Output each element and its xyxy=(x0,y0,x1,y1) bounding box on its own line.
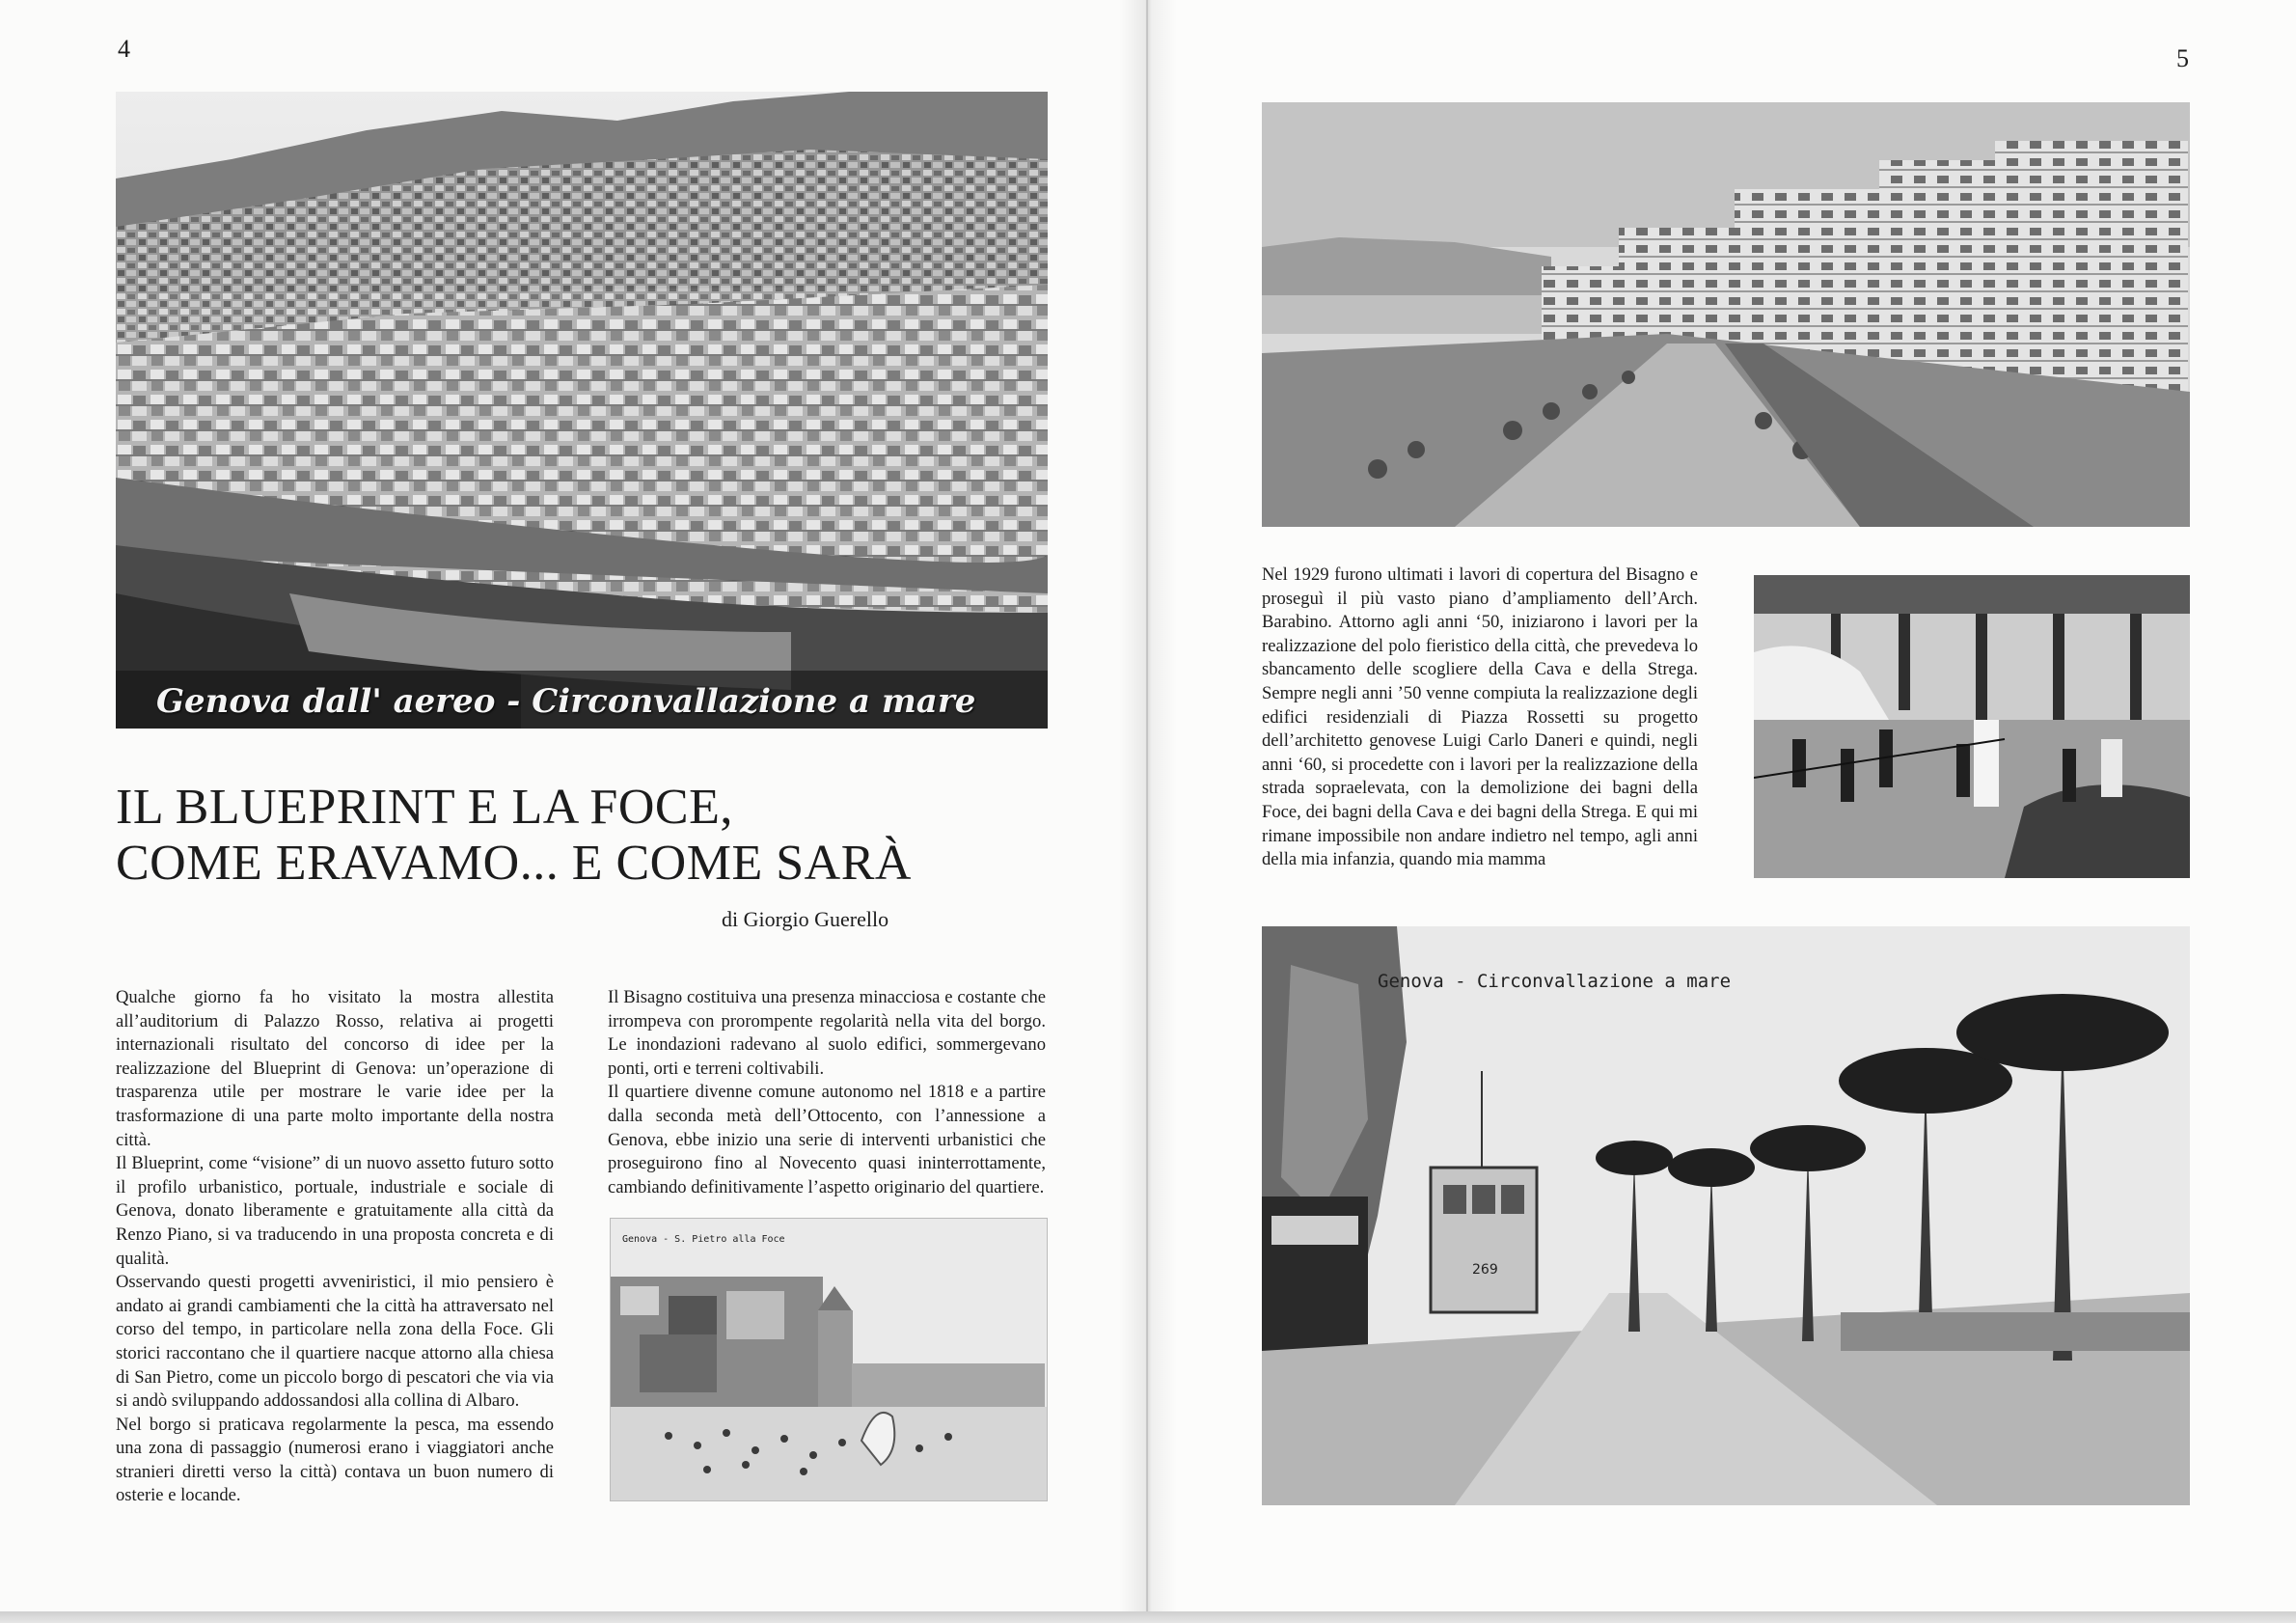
right-column xyxy=(1262,564,1698,872)
page-number-left: 4 xyxy=(118,35,130,63)
paragraph: Il quartiere divenne comune autonomo nel 1818 e a partire dalla seconda metà dell’Ottocento, con l’annessione a Genova, ebbe inizio una serie di interventi urbanistici che proseguirono fino al Novecento quasi ininterrottamente, cambiando definitivamente l’aspetto originario del quartiere. xyxy=(608,1082,1046,1197)
page-bottom-edge xyxy=(0,1611,2296,1623)
paragraph: Il Blueprint, come “visione” di un nuovo assetto futuro sotto il profilo urbanistico, portuale, industriale e sociale di Genova, donato liberamente e gratuitamente alla città da Renzo Piano, si va traducendo in una proposta concreta e di qualità. xyxy=(116,1153,554,1269)
paragraph: Il Bisagno costituiva una presenza minacciosa e costante che irrompeva con prorompente regolarità nella vita del borgo. Le inondazioni radevano al suolo edifici, sommergevano ponti, orti e terreni coltivabili. xyxy=(608,987,1046,1079)
buildings-photo xyxy=(1262,102,2190,527)
paragraph: Osservando questi progetti avveniristici, il mio pensiero è andato ai grandi cambiamenti che la città ha attraversato nel corso del tempo, in particolare nella zona della Foce. Gli storici raccontano che il quartiere nacque attorno alla chiesa di San Pietro, come un piccolo borgo di pescatori che via via si andò sviluppando addossandosi alla collina di Albaro. xyxy=(116,1272,554,1412)
tram-number: 269 xyxy=(1472,1262,1498,1278)
article-title-line-2: COME ERAVAMO... E COME SARÀ xyxy=(116,836,912,891)
article-title xyxy=(116,780,912,892)
tram-photo-graphic xyxy=(1262,926,2190,1505)
tram-photo-caption: Genova - Circonvallazione a mare xyxy=(1378,971,1732,992)
beach-photo-caption: Genova - S. Pietro alla Foce xyxy=(622,1234,785,1245)
beach-photo-graphic xyxy=(611,1219,1047,1500)
tram-photo xyxy=(1262,926,2190,1505)
aerial-photo xyxy=(116,92,1048,729)
left-column-1 xyxy=(116,986,554,1508)
byline: di Giorgio Guerello xyxy=(722,907,889,931)
left-page xyxy=(0,0,1146,1611)
paragraph: Nel borgo si praticava regolarmente la pesca, ma essendo una zona di passaggio (numerosi erano i viaggiatori anche stranieri diretti verso la città) contava un buon numero di osterie e locande. xyxy=(116,1414,554,1506)
buildings-photo-graphic xyxy=(1262,102,2190,527)
right-page xyxy=(1148,0,2296,1611)
aerial-photo-caption: Genova dall' aereo - Circonvallazione a mare xyxy=(156,682,976,721)
bathing-photo xyxy=(1754,575,2190,878)
aerial-photo-graphic xyxy=(116,92,1048,729)
left-column-2 xyxy=(608,986,1046,1199)
page-number-right: 5 xyxy=(2176,44,2189,72)
paragraph: Qualche giorno fa ho visitato la mostra allestita all’auditorium di Palazzo Rosso, relativa ai progetti internazionali risultato del concorso di idee per la realizzazione del Blueprint di Genova: un’operazione di trasparenza utile per mostrare le varie idee per la trasformazione di una parte molto importante della nostra città. xyxy=(116,987,554,1150)
article-title-line-1: IL BLUEPRINT E LA FOCE, xyxy=(116,780,733,835)
paragraph: Nel 1929 furono ultimati i lavori di copertura del Bisagno e proseguì il più vasto piano d’ampliamento dell’Arch. Barabino. Attorno agli anni ‘50, iniziarono i lavori per la realizzazione del polo fieristico della città, che prevedeva lo sbancamento delle scogliere della Cava e della Strega. Sempre negli anni ’50 venne compiuta la realizzazione degli edifici residenziali di Piazza Rossetti su progetto dell’architetto genovese Luigi Carlo Daneri e quindi, negli anni ‘60, si procedette con i lavori per la realizzazione della strada sopraelevata, con la demolizione dei bagni della Foce, dei bagni della Cava e dei bagni della Strega. E qui mi rimane impossibile non andare indietro nel tempo, agli anni della mia infanzia, quando mia mamma xyxy=(1262,564,1698,870)
bathing-photo-graphic xyxy=(1754,575,2190,878)
beach-photo xyxy=(610,1218,1048,1501)
